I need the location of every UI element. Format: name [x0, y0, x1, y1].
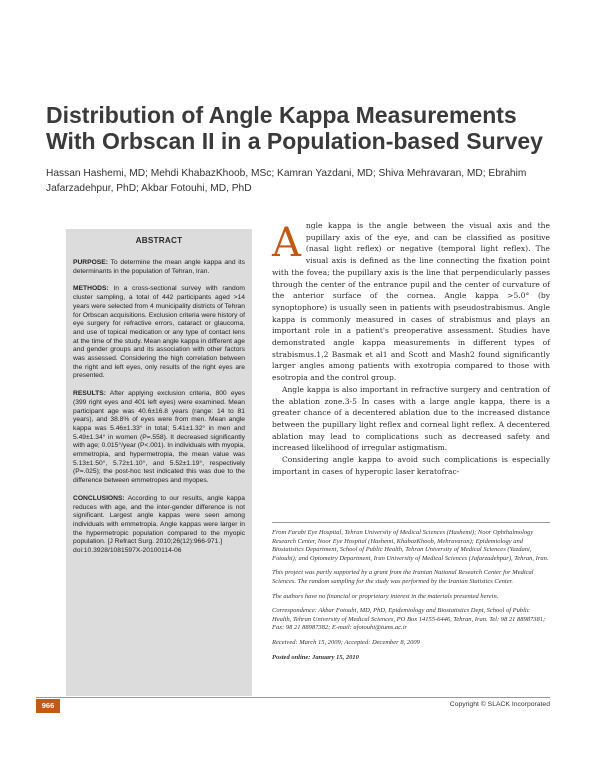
body-paragraph-1 [272, 220, 550, 384]
author-list: Hassan Hashemi, MD; Mehdi KhabazKhoob, MSc; Kamran Yazdani, MD; Shiva Mehravaran, MD; Ebrahim Jafarzadehpur, PhD; Akbar Fotouhi, MD, PhD [46, 168, 527, 194]
interest-note: The authors have no financial or proprietary interest in the materials presented herein. [272, 592, 499, 600]
abstract-heading: ABSTRACT [135, 236, 183, 245]
abstract-conclusions [73, 495, 245, 547]
abstract-methods [73, 285, 245, 381]
body-paragraph-1-text: ngle kappa is the angle between the visual axis and the pupillary axis of the eye, and can be classified as positive (nasal light reflex) or negative (temporal light reflex). The visual axis is defined as the line connecting the fixation point with the fovea; the pupillary axis is the line that perpendicularly passes through the center of the entrance pupil and the center of curvature of the anterior surface of the cornea. Angle kappa >5.0° (by synoptophore) is usually seen in patients with pseudostrabismus. Angle kappa is commonly measured in cases of strabismus and plays an important role in a patient's preoperative assessment. Studies have demonstrated angle kappa measurements in different types of strabismus.1,2 Basmak et al1 and Scott and Mash2 found significantly larger angles among patients with exotropia compared to those with esotropia and the control group. [272, 221, 550, 383]
conclusions-label: CONCLUSIONS: [73, 494, 125, 502]
results-text: After applying exclusion criteria, 800 eyes (399 right eyes and 401 left eyes) were examined. Mean participant age was 40.6±16.8 years (range: 14 to 81 years), and 38.8% of eyes were from men. Mean angle kappa was 5.46±1.33° in total; 5.41±1.32° in men and 5.49±1.34° in women (P=.558). It decreased significantly with age; 0.015°/year (P<.001). In individuals with myopia, emmetropia, and hypermetropia, the mean value was 5.13±1.50°, 5.72±1.10°, and 5.52±1.19°, respectively (P=.025); the post-hoc test indicated this was due to the difference between emmetropes and myopes. [73, 390, 245, 485]
posted-note: Posted online: January 15, 2010 [272, 653, 359, 661]
drop-cap: A [272, 220, 301, 266]
copyright-notice: Copyright © SLACK Incorporated [449, 701, 550, 708]
purpose-label: PURPOSE: [73, 259, 108, 266]
article-title: Distribution of Angle Kappa Measurements With Orbscan II in a Population-based Survey [46, 102, 543, 154]
body-paragraph-2: Angle kappa is also important in refractive surgery and centration of the ablation zone.3-5 In cases with a large angle kappa, there is a greater chance of a decentered ablation due to the increased distance between the pupillary light reflex and corneal light reflex. A decentered ablation may lead to complications such as decreased safety and increased likelihood of irregular astigmatism. [272, 384, 550, 453]
methods-label: METHODS: [73, 285, 109, 293]
abstract-purpose [73, 259, 245, 276]
body-paragraph-3: Considering angle kappa to avoid such complications is especially important in cases of hyperopic laser keratofrac- [272, 455, 550, 476]
abstract-doi[interactable]: doi:10.3928/1081597X-20100114-06 [73, 547, 182, 555]
article-body [272, 220, 550, 477]
funding-note: This project was partly supported by a grant from the Iranian National Research Center for Medical Sciences. The random sampling for the study was performed by the Iranian Statistics Center. [272, 569, 534, 585]
page-number: 966 [36, 699, 60, 713]
article-notes [272, 529, 550, 668]
notes-divider [272, 522, 550, 523]
abstract-results [73, 390, 245, 486]
correspondence-note: Correspondence: Akbar Fotouhi, MD, PhD, Epidemiology and Biostatistics Dept, School of Public Health, Tehran University of Medical Sciences, PO Box 14155-6446, Tehran, Iran. Tel: 98 21 88987381; Fax: 98 21 88987382; E-mail: afotouhi@tums.ac.ir [272, 607, 546, 632]
purpose-text: To determine the mean angle kappa and its determinants in the population of Tehran, Iran. [73, 259, 245, 275]
conclusions-text: According to our results, angle kappa reduces with age, and the inter-gender difference is not significant. Largest angle kappas were seen among individuals with emmetropia. Angle kappas were larger in the hypermetropic population compared to the myopic population. [J Refract Surg. 2010;26(12):966-971.] [73, 494, 245, 546]
results-label: RESULTS: [73, 390, 106, 398]
affiliations-note: From Farabi Eye Hospital, Tehran University of Medical Sciences (Hashemi); Noor Ophthalmology Research Center, Noor Eye Hospital (Hashemi, KhabazKhoob, Mehravaran); Epidemiology and Biostatistics Department, School of Public Health, Tehran University of Medical Sciences (Yazdani, Fotouhi); and Optometry Department, Iran University of Medical Sciences (Jafarzadehpur), Tehran, Iran. [272, 529, 549, 562]
footer-divider [36, 697, 550, 698]
methods-text: In a cross-sectional survey with random cluster sampling, a total of 442 participants aged >14 years were selected from 4 municipality districts of Tehran for Orbscan acquisitions. Exclusion criteria were history of eye surgery for refractive errors, cataract or glaucoma, and use of topical medication or any type of contact lens at the time of the study. Mean angle kappa in different age and gender groups and its association with other factors was assessed. Considering the high correlation between the right and left eyes, only results of the right eyes are presented. [73, 285, 246, 380]
received-note: Received: March 15, 2009; Accepted: December 8, 2009 [272, 638, 420, 646]
abstract-box [66, 229, 252, 696]
